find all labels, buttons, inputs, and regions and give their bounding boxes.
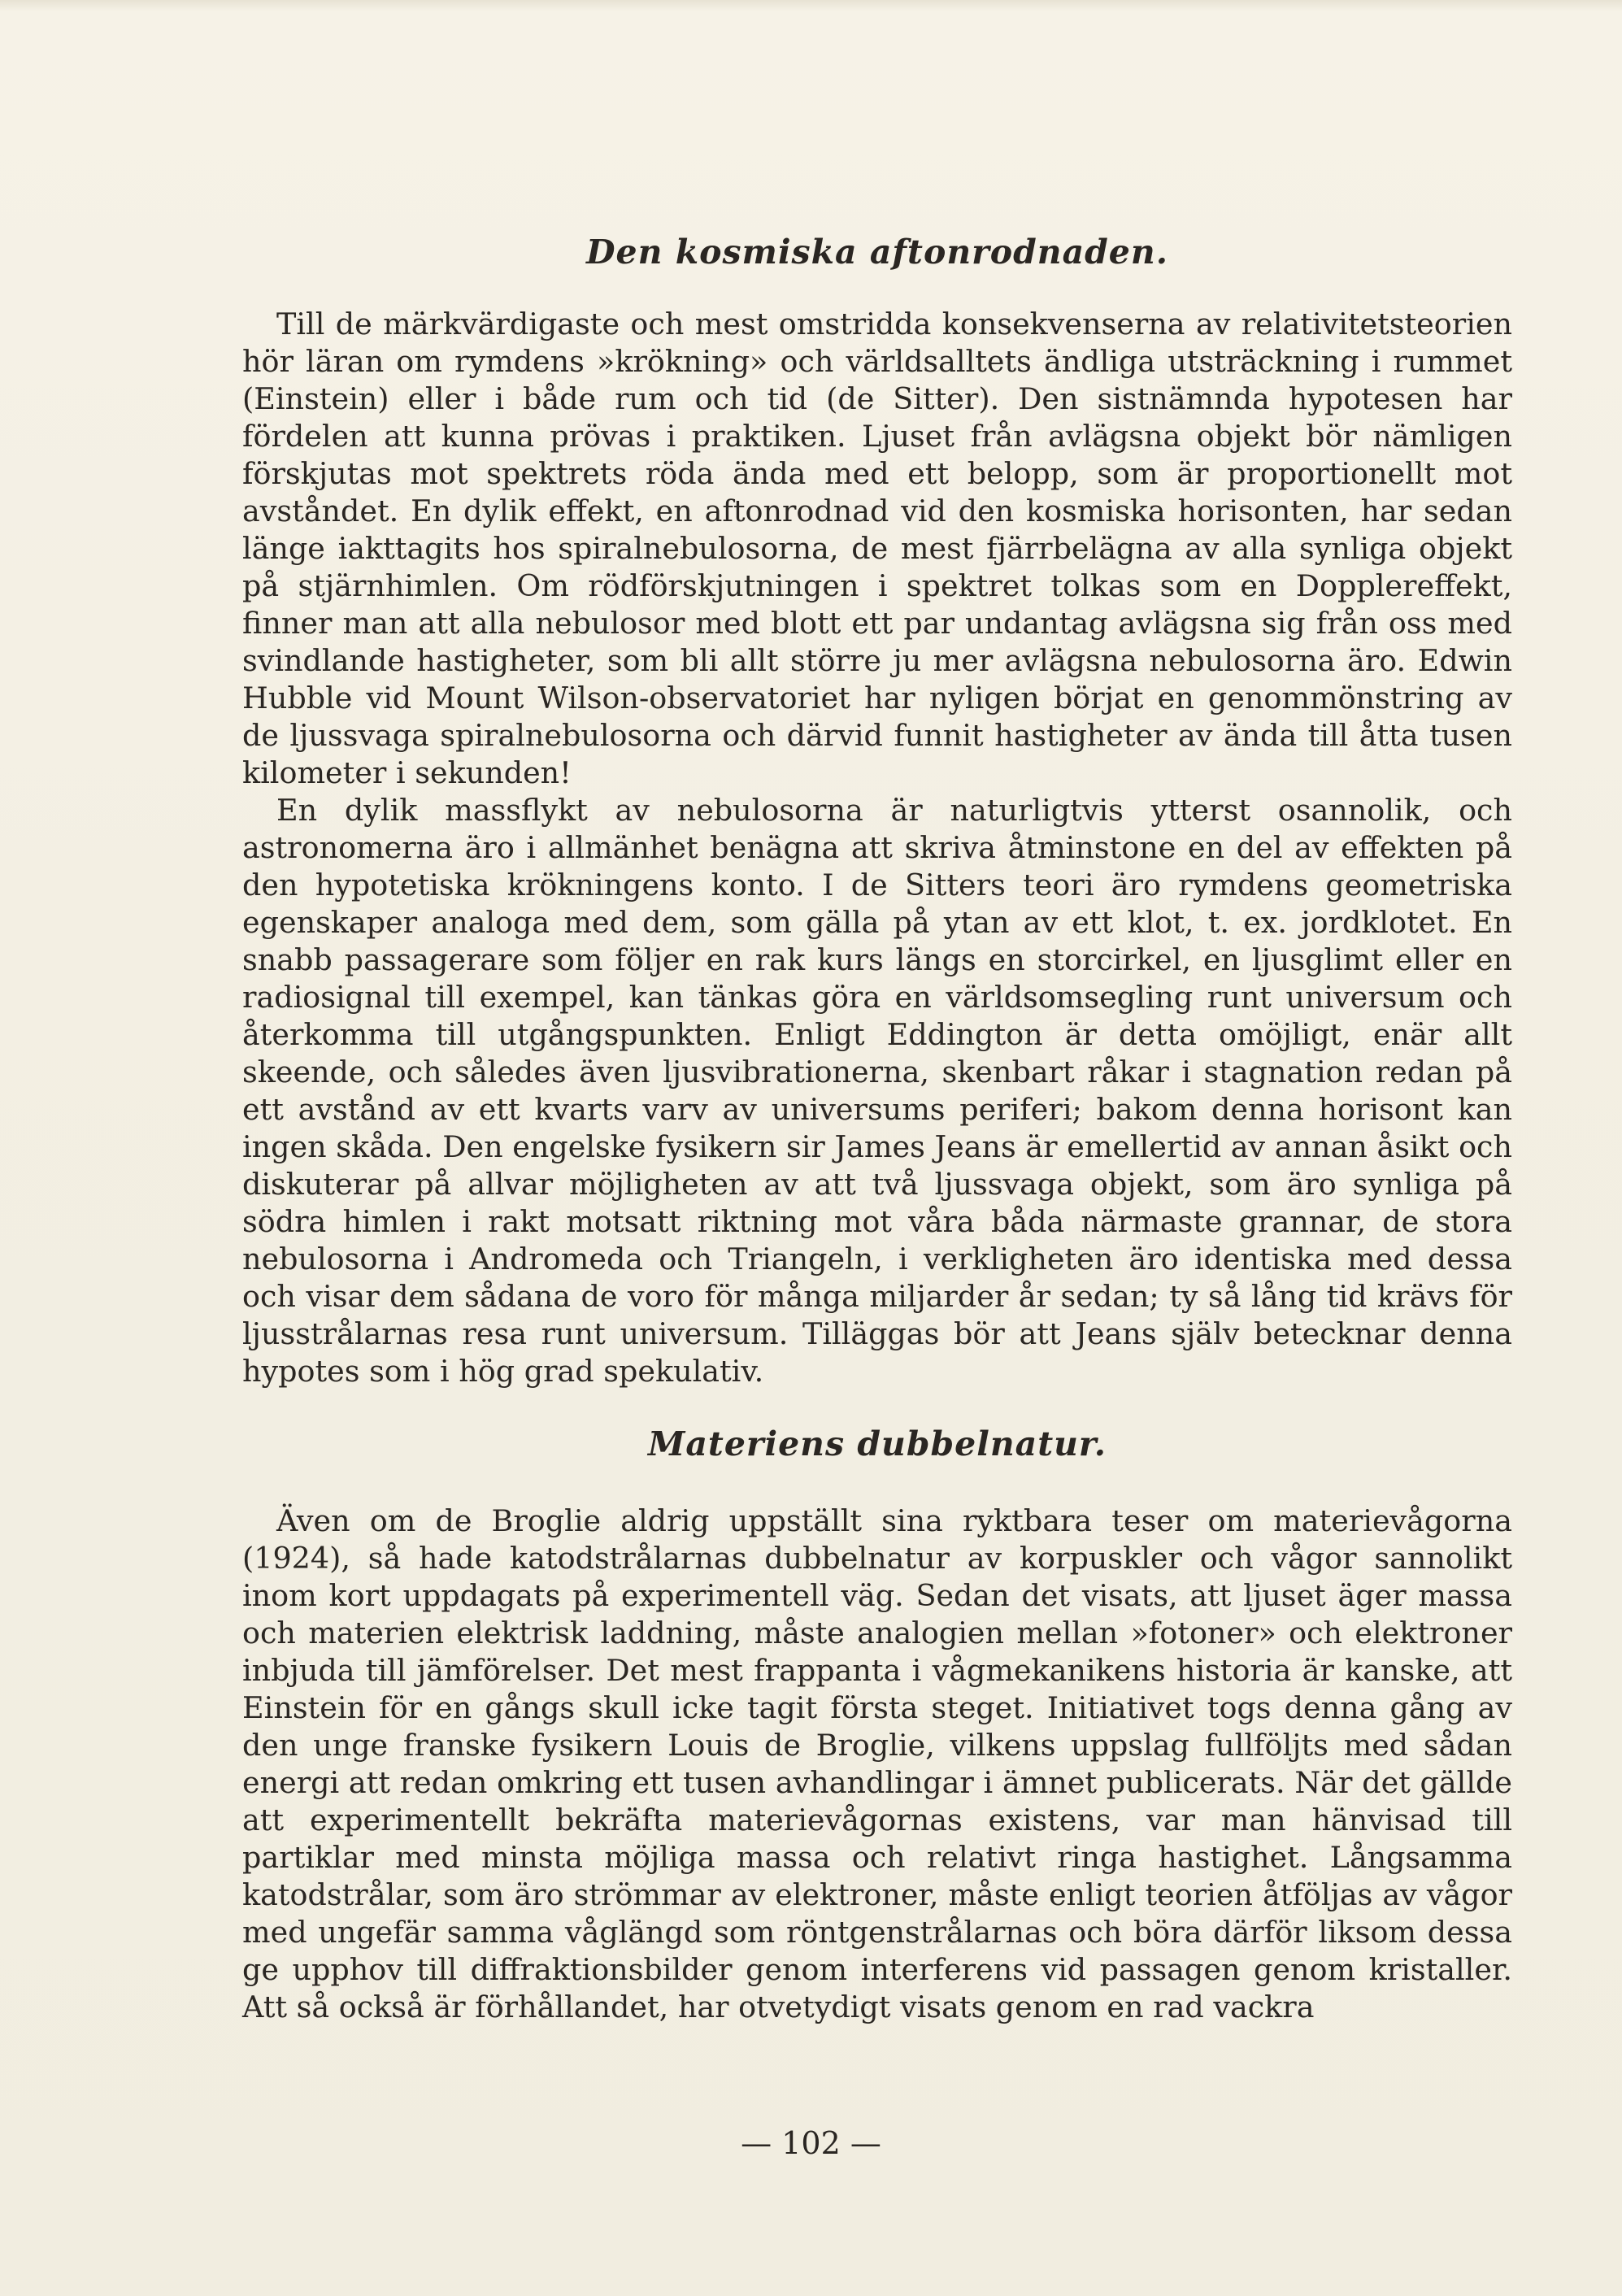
page-number: — 102 — xyxy=(741,2125,881,2161)
section-heading-kosmiska: Den kosmiska aftonrodnaden. xyxy=(586,233,1168,272)
section-heading-materiens: Materiens dubbelnatur. xyxy=(647,1424,1107,1463)
page-top-edge xyxy=(0,0,1622,11)
paragraph-1: Till de märkvärdigaste och mest omstridda konsekvenserna av relativitetsteorien hör läran om rymdens »krökning» och världsalltets ändliga utsträckning i rummet (Einstein) eller i både rum och tid (de Sitter). Den sistnämnda hypotesen har fördelen att kunna prövas i praktiken. Ljuset från avlägsna objekt bör nämligen förskjutas mot spektrets röda ända med ett belopp, som är proportionellt mot avståndet. En dylik effekt, en aftonrodnad vid den kosmiska horisonten, har sedan länge iakttagits hos spiralnebulosorna, de mest fjärrbelägna av alla synliga objekt på stjärnhimlen. Om rödförskjutningen i spektret tolkas som en Dopplereffekt, finner man att alla nebulosor med blott ett par undantag avlägsna sig från oss med svindlande hastigheter, som bli allt större ju mer avlägsna nebulosorna äro. Edwin Hubble vid Mount Wilson-observatoriet har nyligen börjat en genommönstring av de ljussvaga spiralnebulosorna och därvid funnit hastigheter av ända till åtta tusen kilometer i sekunden! xyxy=(242,307,1512,790)
paragraph-3: Även om de Broglie aldrig uppställt sina ryktbara teser om materievågorna (1924), så hade katodstrålarnas dubbelnatur av korpuskler och vågor sannolikt inom kort uppdagats på experimentell väg. Sedan det visats, att ljuset äger massa och materien elektrisk laddning, måste analogien mellan »fotoner» och elektroner inbjuda till jämförelser. Det mest frappanta i vågmekanikens historia är kanske, att Einstein för en gångs skull icke tagit första steget. Initiativet togs denna gång av den unge franske fysikern Louis de Broglie, vilkens uppslag fullföljts med sådan energi att redan omkring ett tusen avhandlingar i ämnet publicerats. När det gällde att experimentellt bekräfta materievågornas existens, var man hänvisad till partiklar med minsta möjliga massa och relativt ringa hastighet. Långsamma katodstrålar, som äro strömmar av elektroner, måste enligt teorien åtföljas av vågor med ungefär samma våglängd som röntgenstrålarnas och böra därför liksom dessa ge upphov till diffraktionsbilder genom interferens vid passagen genom kristaller. Att så också är förhållandet, har otvetydigt visats genom en rad vackra xyxy=(242,1503,1512,2024)
paragraph-2: En dylik massflykt av nebulosorna är naturligtvis ytterst osannolik, och astronomerna äro i allmänhet benägna att skriva åtminstone en del av effekten på den hypotetiska krökningens konto. I de Sitters teori äro rymdens geometriska egenskaper analoga med dem, som gälla på ytan av ett klot, t. ex. jordklotet. En snabb passagerare som följer en rak kurs längs en storcirkel, en ljusglimt eller en radiosignal till exempel, kan tänkas göra en världsomsegling runt universum och återkomma till utgångspunkten. Enligt Eddington är detta omöjligt, enär allt skeende, och således även ljusvibrationerna, skenbart råkar i stagnation redan på ett avstånd av ett kvarts varv av universums periferi; bakom denna horisont kan ingen skåda. Den engelske fysikern sir James Jeans är emellertid av annan åsikt och diskuterar på allvar möjligheten av att två ljussvaga objekt, som äro synliga på södra himlen i rakt motsatt riktning mot våra båda närmaste grannar, de stora nebulosorna i Andromeda och Triangeln, i verkligheten äro identiska med dessa och visar dem sådana de voro för många miljarder år sedan; ty så lång tid krävs för ljusstrålarnas resa runt universum. Tilläggas bör att Jeans själv betecknar denna hypotes som i hög grad spekulativ. xyxy=(242,793,1512,1389)
page-content xyxy=(242,231,1512,2026)
